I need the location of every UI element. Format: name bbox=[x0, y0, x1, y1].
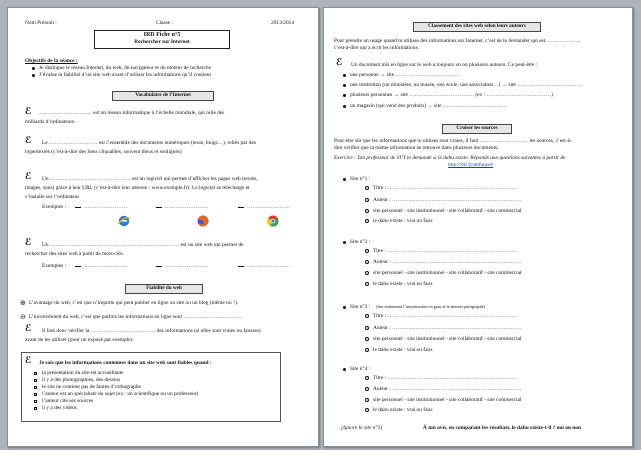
objective-item: J’évalue la fiabilité d’un site web avant d’utiliser les informations qu’il contient bbox=[39, 72, 212, 78]
circle-bullet-icon bbox=[365, 408, 369, 412]
circle-bullet-icon bbox=[365, 337, 369, 341]
pen-icon: ℰ bbox=[25, 136, 32, 146]
bullet-icon bbox=[343, 368, 346, 371]
site-label: Site n°4 : bbox=[350, 366, 371, 372]
vocab-browser-def-2: images, sons) grâce à leur URL (c’est-à-dire leur adresse : www.exemple.fr). Le logiciel se télécharge et bbox=[25, 185, 250, 191]
circle-bullet-icon bbox=[365, 348, 369, 352]
reliability-verify: Il faut donc vérifier la ……………………………… des informations (si elles sont vraies ou fausses) bbox=[42, 328, 261, 334]
classement-section-title: Classement des sites web selon leurs auteurs bbox=[413, 22, 541, 32]
circle-bullet-icon bbox=[365, 282, 369, 286]
croiser-text-cont: dire vérifier que la même information se retrouve dans plusieurs documents. bbox=[334, 145, 499, 151]
author-type: plusieurs personnes → site ……………………………… (ex : ………………………………) bbox=[350, 92, 553, 98]
checkbox[interactable] bbox=[34, 393, 37, 396]
site-dahu-field: le dahu existe : vrai ou faux bbox=[373, 347, 433, 353]
site-titre-field: Titre : ……………………………………………………………… bbox=[373, 375, 517, 381]
bullet-icon bbox=[343, 241, 346, 244]
bullet-icon bbox=[343, 94, 346, 97]
objective-item: Je distingue le réseau Internet, du web, du navigateur et du moteur de recherche bbox=[39, 65, 211, 71]
vocab-internet-def-cont: milliards d’ordinateurs. bbox=[25, 119, 76, 125]
site-auteur-field: Auteur : ……………………………………………………………… bbox=[373, 325, 522, 331]
vocab-web-def-cont: hypertextes (c’est-à-dire des liens cliquables, souvent bleus et soulignés) bbox=[25, 149, 182, 155]
bullet-icon bbox=[343, 178, 346, 181]
search-examples-label: Exemples : bbox=[42, 263, 67, 269]
bullet-icon bbox=[343, 105, 346, 108]
site-titre-field: Titre : ……………………………………………………………… bbox=[373, 185, 517, 191]
author-type: une institution (un ministère, un musée, une école, une association…) → site ……………………………… bbox=[350, 82, 582, 88]
internet-explorer-logo-icon bbox=[117, 214, 131, 228]
worksheet-subtitle: Rechercher sur Internet bbox=[134, 39, 190, 45]
circle-bullet-icon bbox=[365, 314, 369, 318]
worksheet-page-right bbox=[323, 7, 633, 447]
checklist-item: il y a des photographies, des dessins bbox=[42, 377, 121, 383]
minus-circle-icon: ⊖ bbox=[20, 313, 26, 321]
site-dahu-field: le dahu existe : vrai ou faux bbox=[373, 218, 433, 224]
pen-icon: ℰ bbox=[25, 324, 32, 334]
circle-bullet-icon bbox=[365, 387, 369, 391]
exercise-instruction: Exercice : Ton professeur de SVT te demande si le dahu existe. Réponds aux questions suivantes à partir de bbox=[334, 155, 566, 161]
exercise-link[interactable]: http://bit.ly/dahuweb bbox=[448, 162, 494, 168]
checklist-item: la présentation du site est accueillante bbox=[42, 370, 124, 376]
circle-bullet-icon bbox=[365, 249, 369, 253]
site-dahu-field: le dahu existe : vrai ou faux bbox=[373, 281, 433, 287]
dash bbox=[75, 207, 81, 208]
pen-icon: ℰ bbox=[25, 172, 32, 182]
author-type: un magasin (qui vend des produits) → site ……………………………… bbox=[350, 103, 508, 109]
dash bbox=[238, 266, 244, 267]
vocab-search-engine-def-cont: rechercher des sites web à partir de mots-clés. bbox=[25, 251, 125, 257]
circle-bullet-icon bbox=[365, 326, 369, 330]
bullet-icon bbox=[32, 74, 35, 77]
vocab-section-title: Vocabulaire de l’Internet bbox=[112, 91, 214, 101]
plus-circle-icon: ⊕ bbox=[20, 299, 26, 307]
bullet-icon bbox=[32, 67, 35, 70]
bullet-icon bbox=[343, 84, 346, 87]
reliability-disadvantage: L’inconvénient du web, c’est que parfois les informations en ligne sont …………………………… bbox=[29, 314, 243, 320]
circle-bullet-icon bbox=[365, 186, 369, 190]
dash bbox=[238, 207, 244, 208]
vocab-web-def: Le ……………………… est l’ensemble des documents numériques (texte, blogs…), reliés par des bbox=[42, 140, 256, 146]
firefox-logo-icon bbox=[196, 214, 210, 228]
checkbox[interactable] bbox=[34, 379, 37, 382]
site-type-field: site personnel - site institutionnel - site collaboratif - site commercial bbox=[373, 397, 522, 403]
classement-intro-cont: c’est-à-dire qui a écrit les informations. bbox=[334, 45, 420, 51]
worksheet-page-left: Nom Prénom : Classe : 2013/2014 IRD Fiche n°5 Rechercher sur Internet Objectifs de la séance : Je distingue le réseau Internet, du web, du navigateur et du moteur de recherche J’évalue la fiabilité d’un site web avant d’utiliser les informations qu’il contient Vocabulaire de l’Internet ℰ ………………………… est un réseau informatique à l’échelle mondiale, qui relie des milliards d’ordinateurs. ℰ Le ……………………… est l’ensemble des documents numériques (texte, blogs…), reliés par des hypertextes (c’est-à-dire des liens cliquables, souvent bleus et soulignés) ℰ Un ……………………………………… est un logiciel qui permet d’afficher les pages web (textes, images, sons) grâce à leur URL (c’est-à-dire leur adresse : www.exemple.fr). Le logiciel se télécharge et s’installe sur l’ordinateur. Exemples : …………………… …………………… …………………… ℰ Un ……………………………………………………………… est un site web qui permet de rechercher des sites web à partir de mots-clés. Exemples : …………………… …………………… …………………… Fiabilité du web ⊕ L’avantage du web, c’est que n’importe qui peut publier en ligne un site ou un blog (même toi !). ⊖ L’inconvénient du web, c’est que parfois les informations en ligne sont …………………………… ℰ Il faut donc vérifier la ……………………………… des informations (si elles sont vraies ou fausses) avant de les utiliser (pour un exposé par exemple). ℰ Je sais que les informations contenues dans un site web sont fiables quand : la présentation du site est accueillante il y a des photographies, des dessins le site ne contient pas de fautes d’orthographe l’auteur est un spécialiste du sujet (ex : un scientifique ou un professeur) l’auteur cite ses sources il y a des vidéos bbox=[7, 7, 319, 447]
bullet-icon bbox=[343, 306, 346, 309]
checkbox[interactable] bbox=[34, 372, 37, 375]
site-type-field: site personnel - site institutionnel - site collaboratif - site commercial bbox=[373, 336, 522, 342]
site-titre-field: Titre : ……………………………………………………………… bbox=[373, 248, 517, 254]
reliability-section-title: Fiabilité du web bbox=[125, 284, 203, 294]
checkbox[interactable] bbox=[34, 400, 37, 403]
site-auteur-field: Auteur : ……………………………………………………………… bbox=[373, 386, 522, 392]
reliability-advantage: L’avantage du web, c’est que n’importe qui peut publier en ligne un site ou un blog (même toi !). bbox=[29, 300, 239, 306]
header-year: 2013/2014 bbox=[271, 20, 295, 26]
checklist-item: le site ne contient pas de fautes d’orthographe bbox=[42, 384, 141, 390]
checkbox[interactable] bbox=[34, 407, 37, 410]
site-label: Site n°2 : bbox=[350, 239, 371, 245]
vocab-search-engine-def: Un ……………………………………………………………… est un site web qui permet de bbox=[42, 242, 244, 248]
circle-bullet-icon bbox=[365, 376, 369, 380]
checkbox[interactable] bbox=[34, 386, 37, 389]
circle-bullet-icon bbox=[365, 260, 369, 264]
circle-bullet-icon bbox=[365, 398, 369, 402]
site-auteur-field: Auteur : ……………………………………………………………… bbox=[373, 259, 522, 265]
browser-examples-label: Exemples : bbox=[42, 204, 67, 210]
circle-bullet-icon bbox=[365, 209, 369, 213]
chrome-logo-icon bbox=[266, 214, 280, 228]
circle-bullet-icon bbox=[365, 219, 369, 223]
dash bbox=[156, 207, 162, 208]
checklist-item: l’auteur cite ses sources bbox=[42, 398, 94, 404]
reliability-verify-cont: avant de les utiliser (pour un exposé par exemple). bbox=[25, 337, 134, 343]
circle-bullet-icon bbox=[365, 271, 369, 275]
vocab-browser-def: Un ……………………………………… est un logiciel qui permet d’afficher les pages web (textes, bbox=[42, 176, 258, 182]
site-auteur-field: Auteur : ……………………………………………………………… bbox=[373, 197, 522, 203]
site-label: Site n°1 : bbox=[350, 176, 371, 182]
dash bbox=[75, 266, 81, 267]
checklist-item: il y a des vidéos bbox=[42, 405, 77, 411]
authors-intro: Un document mis en ligne sur le web a toujours un ou plusieurs auteurs. Ce peut-être : bbox=[351, 62, 538, 68]
pen-icon: ℰ bbox=[25, 356, 32, 366]
footer-conclusion: À ton avis, en comparant les résultats, le dahu existe-t-il ? oui ou non bbox=[423, 425, 581, 431]
checklist-item: l’auteur est un spécialiste du sujet (ex : un scientifique ou un professeur) bbox=[42, 391, 199, 397]
dash bbox=[156, 266, 162, 267]
author-type: une personne → site ……………………………… bbox=[350, 72, 461, 78]
objectives-heading: Objectifs de la séance : bbox=[25, 58, 78, 64]
croiser-section-title: Croiser les sources bbox=[442, 124, 512, 134]
site-type-field: site personnel - site institutionnel - site collaboratif - site commercial bbox=[373, 208, 522, 214]
vocab-browser-def-3: s’installe sur l’ordinateur. bbox=[25, 194, 81, 200]
site-titre-field: Titre : ……………………………………………………………… bbox=[373, 313, 517, 319]
circle-bullet-icon bbox=[365, 198, 369, 202]
site-note: (lire seulement l’introduction en gras et le dernier paragraphe) bbox=[376, 304, 486, 309]
header-name: Nom Prénom : bbox=[25, 20, 57, 26]
site-type-field: site personnel - site institutionnel - site collaboratif - site commercial bbox=[373, 270, 522, 276]
pen-icon: ℰ bbox=[25, 238, 32, 248]
pen-icon: ℰ bbox=[336, 58, 343, 68]
classement-intro: Pour prendre un usage quand tu utilises des informations sur Internet, c’est de te demander qui est ………………, bbox=[334, 38, 581, 44]
site-dahu-field: le dahu existe : vrai ou faux bbox=[373, 407, 433, 413]
worksheet-title-box bbox=[94, 30, 230, 49]
site-label: Site n°3 : bbox=[350, 304, 371, 310]
footer-ignore-note: [Ignore le site n°3] bbox=[341, 425, 383, 431]
header-class: Classe : bbox=[156, 20, 173, 26]
pen-icon: ℰ bbox=[25, 107, 32, 117]
worksheet-title: IRD Fiche n°5 bbox=[143, 32, 181, 38]
croiser-text: Pour être sûr que les informations que tu utilises sont vraies, il faut ……………………… les sources, c’est-à- bbox=[334, 138, 572, 144]
checklist-heading: Je sais que les informations contenues dans un site web sont fiables quand : bbox=[39, 360, 212, 366]
vocab-internet-def: ………………………… est un réseau informatique à l’échelle mondiale, qui relie des bbox=[38, 110, 225, 116]
bullet-icon bbox=[343, 74, 346, 77]
